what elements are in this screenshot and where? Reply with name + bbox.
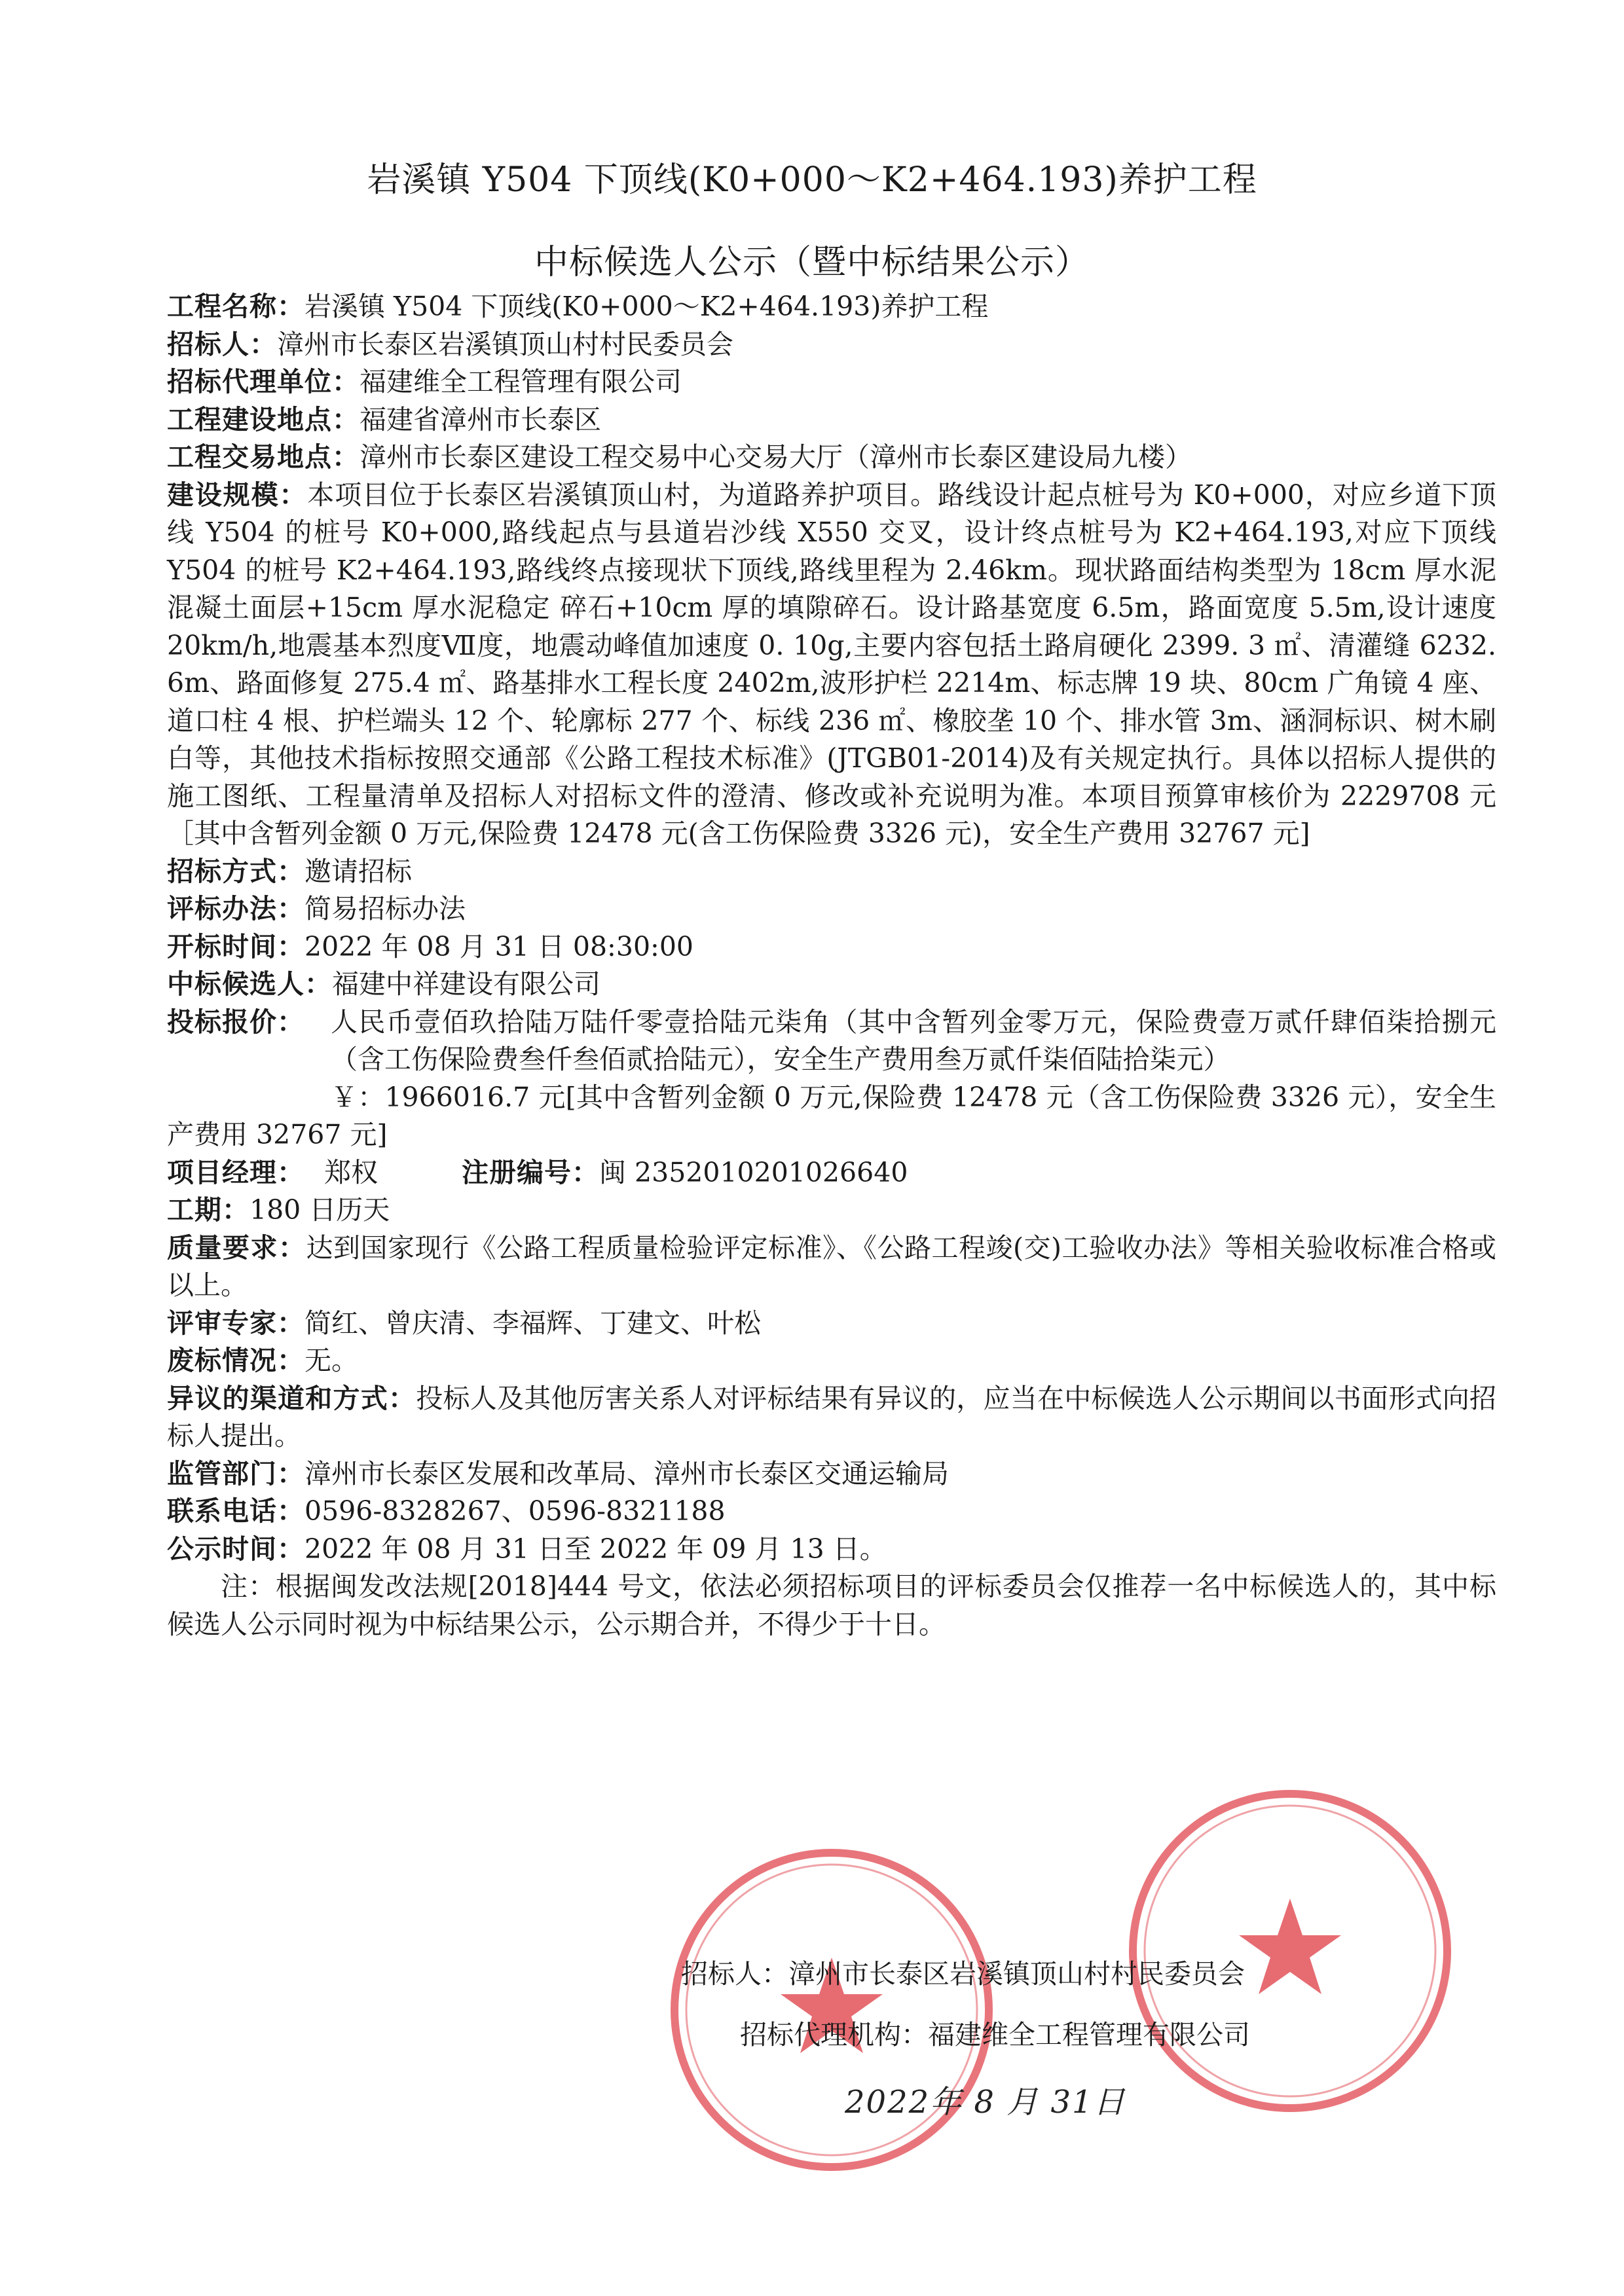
field-evaluation: 评标办法：简易招标办法 (167, 893, 466, 924)
field-agency: 招标代理单位：福建维全工程管理有限公司 (167, 366, 682, 397)
field-site: 工程建设地点：福建省漳州市长泰区 (167, 403, 601, 435)
signature-date: 2022年 8 月 31日 (845, 2084, 1126, 2121)
field-publicity-time: 公示时间：2022 年 08 月 31 日至 2022 年 09 月 13 日。 (167, 1533, 887, 1565)
field-trade-place: 工程交易地点：漳州市长泰区建设工程交易中心交易大厅（漳州市长泰区建设局九楼） (167, 441, 1192, 473)
signature-tenderer: 招标人：漳州市长泰区岩溪镇顶山村村民委员会 (681, 1958, 1245, 1990)
field-candidate: 中标候选人：福建中祥建设有限公司 (167, 968, 600, 1000)
field-manager-reg: 项目经理： 郑权 注册编号：闽 2352010201026640 (167, 1156, 908, 1188)
field-project-name: 工程名称：岩溪镇 Y504 下顶线(K0+000～K2+464.193)养护工程 (167, 291, 989, 322)
field-objection: 异议的渠道和方式：投标人及其他厉害关系人对评标结果有异议的，应当在中标候选人公示期间以书面形式向招标人提出。 (167, 1382, 1496, 1451)
field-invalid: 废标情况：无。 (167, 1345, 358, 1376)
field-supervisor: 监管部门：漳州市长泰区发展和改革局、漳州市长泰区交通运输局 (167, 1457, 949, 1489)
signature-agency: 招标代理机构：福建维全工程管理有限公司 (740, 2019, 1250, 2050)
field-experts: 评审专家：简红、曾庆清、李福辉、丁建文、叶松 (167, 1307, 761, 1339)
bid-price-words: 人民币壹佰玖拾陆万陆仟零壹拾陆元柒角（其中含暂列金零万元，保险费壹万贰仟肆佰柒拾捌元（含工伤保险费叁仟叁佰贰拾陆元），安全生产费用叁万贰仟柒佰陆拾柒元） (331, 1006, 1496, 1075)
field-method: 招标方式：邀请招标 (167, 855, 412, 887)
title-line-1: 岩溪镇 Y504 下顶线(K0+000～K2+464.193)养护工程 (367, 160, 1257, 200)
title-line-2: 中标候选人公示（暨中标结果公示） (534, 243, 1090, 282)
document-body (167, 288, 1496, 1643)
bid-price-number: ￥：1966016.7 元[其中含暂列金额 0 万元,保险费 12478 元（含工伤保险费 3326 元），安全生产费用 32767 元] (167, 1081, 1496, 1150)
field-quality: 质量要求：达到国家现行《公路工程质量检验评定标准》、《公路工程竣(交)工验收办法》等相关验收标准合格或以上。 (167, 1231, 1496, 1301)
field-tenderer: 招标人：漳州市长泰区岩溪镇顶山村村民委员会 (167, 328, 733, 360)
field-phone: 联系电话：0596-8328267、0596-8321188 (167, 1495, 726, 1527)
field-period: 工期：180 日历天 (167, 1194, 390, 1226)
tenderer-seal-stamp (661, 1840, 1002, 2180)
agency-seal-stamp (1120, 1781, 1460, 2121)
field-open-time: 开标时间：2022 年 08 月 31 日 08:30:00 (167, 930, 694, 962)
field-bid-price: 投标报价： 人民币壹佰玖拾陆万陆仟零壹拾陆元柒角（其中含暂列金零万元，保险费壹万贰仟肆佰柒拾捌元（含工伤保险费叁仟叁佰贰拾陆元），安全生产费用叁万贰仟柒佰陆拾柒元） (167, 1004, 1496, 1079)
note-paragraph: 注：根据闽发改法规[2018]444 号文，依法必须招标项目的评标委员会仅推荐一名中标候选人的，其中标候选人公示同时视为中标结果公示，公示期合并，不得少于十日。 (167, 1571, 1496, 1640)
field-scale: 建设规模：本项目位于长泰区岩溪镇顶山村，为道路养护项目。路线设计起点桩号为 K0+000，对应乡道下顶线 Y504 的桩号 K0+000,路线起点与县道岩沙线 X550 交叉，设计终点桩号为 K2+464.193,对应下顶线 Y504 的桩号 K2+464.193,路线终点接现状下顶线,路线里程为 2.46km。现状路面结构类型为 18cm 厚水泥混凝土面层+15cm 厚水泥稳定 碎石+10cm 厚的填隙碎石。设计路基宽度 6.5m，路面宽度 5.5m,设计速度 20km/h,地震基本烈度Ⅶ度，地震动峰值加速度 0. 10g,主要内容包括土路肩硬化 2399. 3 ㎡、清灌缝 6232. 6m、路面修复 275.4 ㎡、路基排水工程长度 2402m,波形护栏 2214m、标志牌 19 块、80cm 广角镜 4 座、道口柱 4 根、护栏端头 12 个、轮廓标 277 个、标线 236 ㎡、橡胶垄 10 个、排水管 3m、涵洞标识、树木刷白等，其他技术指标按照交通部《公路工程技术标准》(JTGB01-2014)及有关规定执行。具体以招标人提供的施工图纸、工程量清单及招标人对招标文件的澄清、修改或补充说明为准。本项目预算审核价为 2229708 元［其中含暂列金额 0 万元,保险费 12478 元(含工伤保险费 3326 元)，安全生产费用 32767 元] (167, 479, 1496, 849)
